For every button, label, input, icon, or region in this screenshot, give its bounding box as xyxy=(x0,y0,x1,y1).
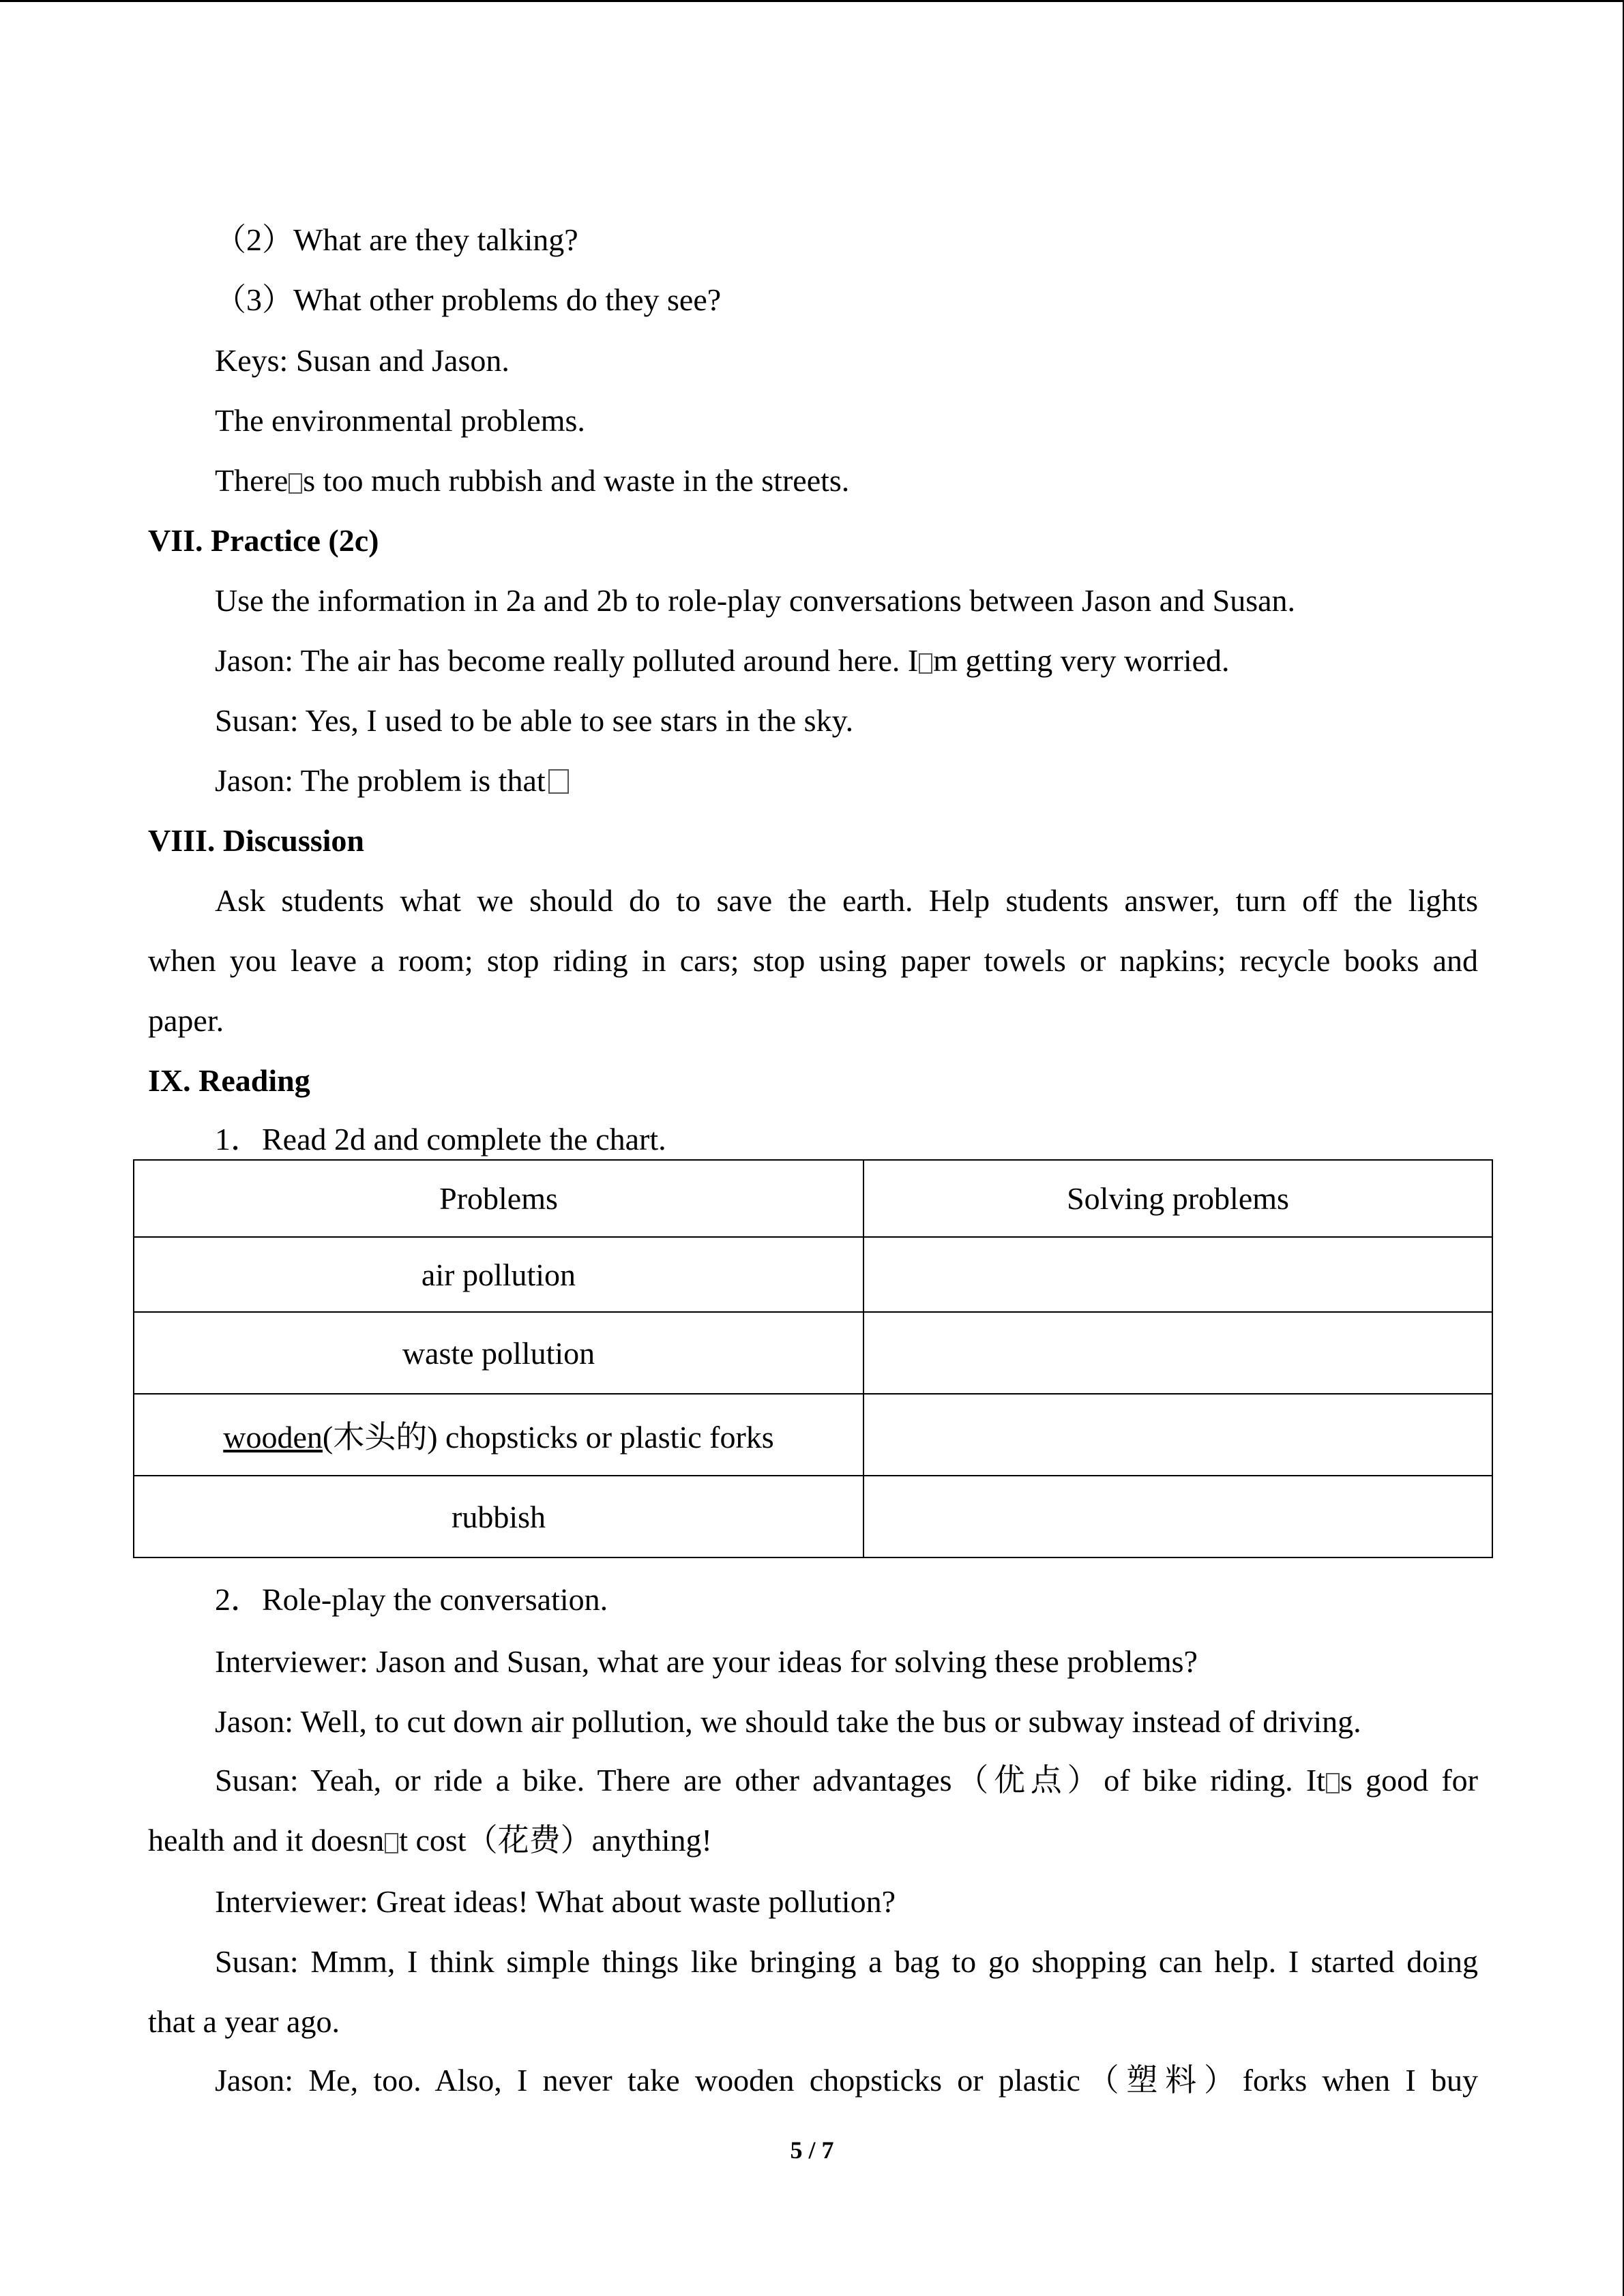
table-row xyxy=(134,1476,1492,1557)
practice-line-1 xyxy=(215,645,1230,676)
page-number: 5 / 7 xyxy=(790,2136,834,2164)
section-heading-reading: IX. Reading xyxy=(148,1063,310,1098)
question-3: （3）What other problems do they see? xyxy=(215,282,722,317)
solution-cell xyxy=(863,1476,1492,1557)
key-2: The environmental problems. xyxy=(215,403,585,438)
conversation-line-4-part-a: health and it doesn xyxy=(148,1823,385,1858)
header-solving-problems: Solving problems xyxy=(863,1160,1492,1237)
discussion-paragraph-line-1: Ask students what we should do to save the earth. Help students answer, turn off the lights xyxy=(215,883,1478,918)
conversation-line-2: Jason: Well, to cut down air pollution, we should take the bus or subway instead of driving. xyxy=(215,1704,1361,1739)
table-row xyxy=(134,1394,1492,1476)
problem-cell-rest: (木头的) chopsticks or plastic forks xyxy=(322,1420,774,1455)
problem-cell: air pollution xyxy=(134,1237,863,1312)
practice-line-1-part-b: m getting very worried. xyxy=(933,643,1230,678)
practice-line-1-part-a: Jason: The air has become really polluted around here. I xyxy=(215,643,919,678)
practice-line-3-text: Jason: The problem is that xyxy=(215,763,546,798)
missing-glyph-box xyxy=(919,653,932,674)
discussion-paragraph-line-2: when you leave a room; stop riding in cars; stop using paper towels or napkins; recycle books and xyxy=(148,943,1478,978)
table-row xyxy=(134,1312,1492,1394)
missing-glyph-box xyxy=(548,769,569,794)
conversation-line-3-part-b: s good for xyxy=(1340,1763,1478,1798)
conversation-line-4-part-b: t cost（花费）anything! xyxy=(399,1823,712,1858)
practice-line-3 xyxy=(215,765,570,796)
reading-task-1: 1．Read 2d and complete the chart. xyxy=(215,1122,666,1157)
section-heading-discussion: VIII. Discussion xyxy=(148,823,364,858)
key-3 xyxy=(215,465,849,496)
missing-glyph-box xyxy=(385,1833,398,1853)
key-3-part-a: There xyxy=(215,463,289,498)
table-row xyxy=(134,1237,1492,1312)
solution-cell xyxy=(863,1312,1492,1394)
underlined-word: wooden xyxy=(223,1420,323,1455)
conversation-line-8: Jason: Me, too. Also, I never take wooden chopsticks or plastic（塑料）forks when I buy xyxy=(215,2063,1478,2098)
key-3-part-b: s too much rubbish and waste in the streets. xyxy=(303,463,850,498)
solution-cell xyxy=(863,1237,1492,1312)
conversation-line-1: Interviewer: Jason and Susan, what are your ideas for solving these problems? xyxy=(215,1644,1198,1679)
solution-cell xyxy=(863,1394,1492,1476)
missing-glyph-box xyxy=(289,473,302,494)
conversation-line-4 xyxy=(148,1825,712,1856)
question-2: （2）What are they talking? xyxy=(215,222,578,257)
table-header-row xyxy=(134,1160,1492,1237)
discussion-paragraph-line-3: paper. xyxy=(148,1003,224,1038)
missing-glyph-box xyxy=(1326,1773,1340,1793)
problem-cell: waste pollution xyxy=(134,1312,863,1394)
conversation-line-6: Susan: Mmm, I think simple things like bringing a bag to go shopping can help. I started doing xyxy=(215,1944,1478,1979)
key-1: Keys: Susan and Jason. xyxy=(215,343,510,378)
conversation-line-3 xyxy=(215,1765,1478,1796)
reading-task-2: 2．Role-play the conversation. xyxy=(215,1582,608,1617)
header-problems: Problems xyxy=(134,1160,863,1237)
problem-cell: rubbish xyxy=(134,1476,863,1557)
conversation-line-3-part-a: Susan: Yeah, or ride a bike. There are other advantages（优点）of bike riding. It xyxy=(215,1763,1325,1798)
conversation-line-5: Interviewer: Great ideas! What about waste pollution? xyxy=(215,1884,896,1919)
section-heading-practice: VII. Practice (2c) xyxy=(148,523,379,558)
problem-cell xyxy=(134,1394,863,1476)
problems-chart xyxy=(133,1159,1493,1558)
practice-line-2: Susan: Yes, I used to be able to see stars in the sky. xyxy=(215,703,854,738)
practice-instruction: Use the information in 2a and 2b to role-play conversations between Jason and Susan. xyxy=(215,583,1296,618)
conversation-line-7: that a year ago. xyxy=(148,2004,340,2039)
